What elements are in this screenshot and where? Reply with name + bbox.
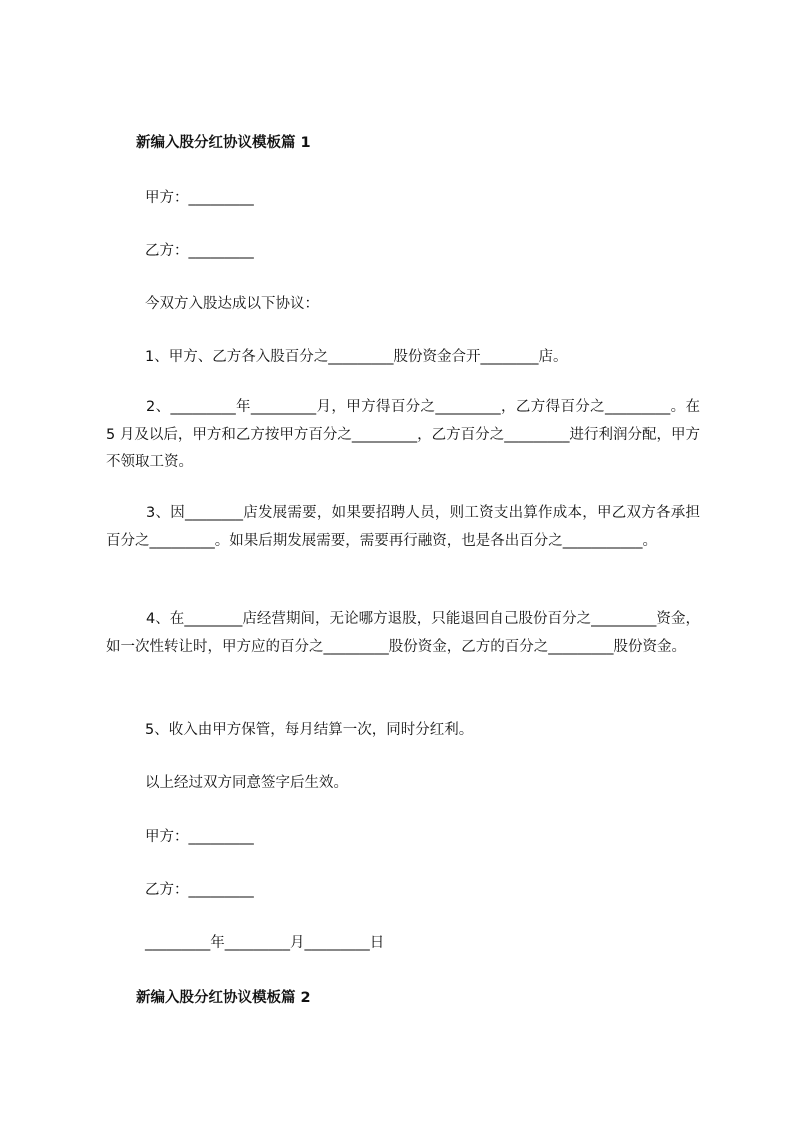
document-heading-1: 新编入股分红协议模板篇 1	[136, 135, 311, 151]
signature-date: _________年_________月_________日	[145, 935, 385, 951]
clause-5: 5、收入由甲方保管，每月结算一次，同时分红利。	[145, 722, 474, 738]
clause-1: 1、甲方、乙方各入股百分之_________股份资金合开________店。	[145, 349, 568, 365]
clause-4: 4、在________店经营期间，无论哪方退股，只能退回自己股份百分之_________资金，如一次性转让时，甲方应的百分之_________股份资金，乙方的百分之_________股份资金。	[106, 611, 700, 655]
intro-line: 今双方入股达成以下协议：	[145, 296, 319, 312]
document-heading-2: 新编入股分红协议模板篇 2	[136, 990, 311, 1006]
clause-2: 2、_________年_________月，甲方得百分之_________，乙方得百分之_________。在 5 月及以后，甲方和乙方按甲方百分之_________，乙方百分之_________进行利润分配，甲方不领取工资。	[106, 399, 700, 470]
effective-statement: 以上经过双方同意签字后生效。	[145, 775, 348, 791]
party-b-line: 乙方：_________	[145, 243, 254, 259]
clause-3: 3、因________店发展需要，如果要招聘人员，则工资支出算作成本，甲乙双方各承担百分之_________。如果后期发展需要，需要再行融资，也是各出百分之___________。	[106, 505, 700, 549]
signature-party-a: 甲方：_________	[145, 829, 254, 845]
party-a-line: 甲方：_________	[145, 190, 254, 206]
signature-party-b: 乙方：_________	[145, 882, 254, 898]
